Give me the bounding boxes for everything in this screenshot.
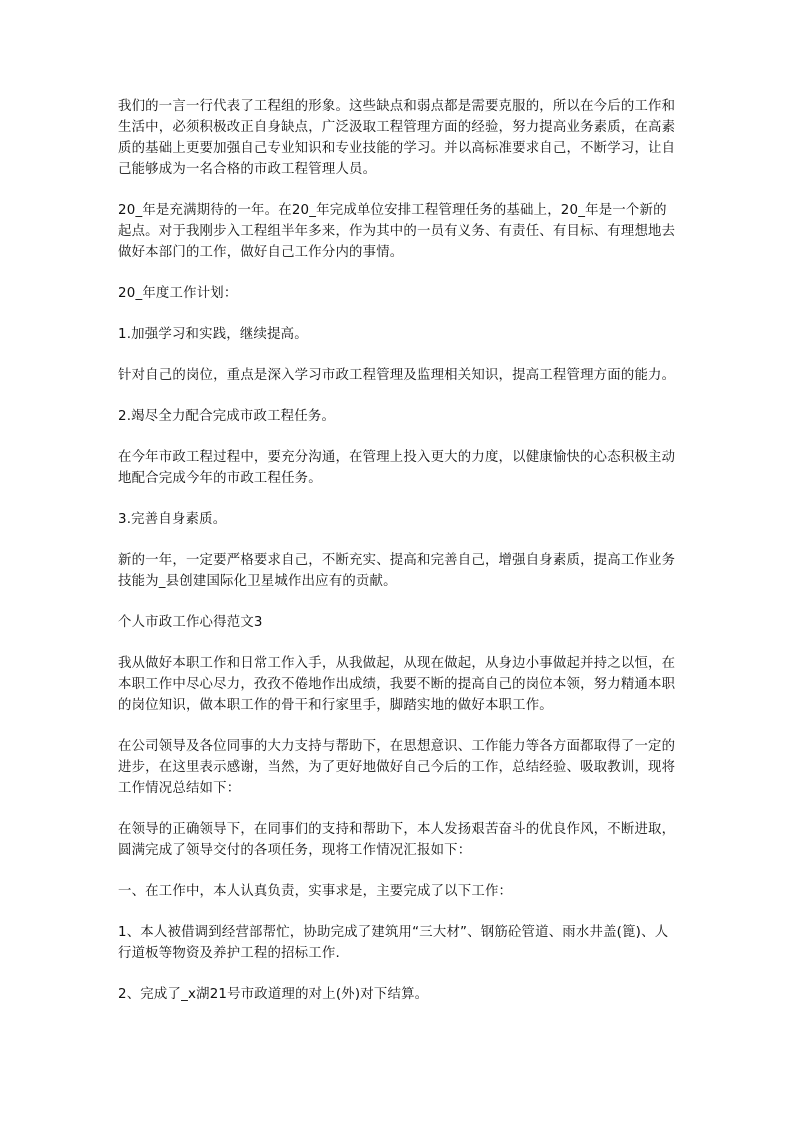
- list-item-1: 1、本人被借调到经营部帮忙，协助完成了建筑用“三大材”、钢筋砼管道、雨水井盖(篦)、人行道板等物资及养护工程的招标工作.: [118, 925, 669, 961]
- list-item-2: 2、完成了_x湖21号市政道理的对上(外)对下结算。: [118, 987, 429, 1002]
- paragraph-work-image: 我们的一言一行代表了工程组的形象。这些缺点和弱点都是需要克服的，所以在今后的工作和生活中，必须积极改正自身缺点，广泛汲取工程管理方面的经验，努力提高业务素质，在高素质的基础上更要加强自己专业知识和专业技能的学习。并以高标准要求自己，不断学习，让自己能够成为一名合格的市政工程管理人员。: [118, 99, 676, 177]
- paragraph-year-expectation: 20_年是充满期待的一年。在20_年完成单位安排工程管理任务的基础上，20_年是一个新的起点。对于我刚步入工程组半年多来，作为其中的一员有义务、有责任、有目标、有理想地去做好本部门的工作，做好自己工作分内的事情。: [118, 203, 676, 260]
- plan-item-1-detail: 针对自己的岗位，重点是深入学习市政工程管理及监理相关知识，提高工程管理方面的能力。: [118, 368, 676, 383]
- heading-section-one: 一、在工作中，本人认真负责，实事求是，主要完成了以下工作：: [118, 884, 513, 899]
- paragraph-job-duty: 我从做好本职工作和日常工作入手，从我做起，从现在做起，从身边小事做起并持之以恒，在本职工作中尽心尽力，孜孜不倦地作出成绩，我要不断的提高自己的岗位本领，努力精通本职的岗位知识，做本职工作的骨干和行家里手，脚踏实地的做好本职工作。: [118, 656, 676, 713]
- paragraph-thanks-summary: 在公司领导及各位同事的大力支持与帮助下，在思想意识、工作能力等各方面都取得了一定的进步，在这里表示感谢，当然，为了更好地做好自己今后的工作，总结经验、吸取教训，现将工作情况总结如下：: [118, 739, 676, 796]
- plan-item-3-detail: 新的一年，一定要严格要求自己，不断充实、提高和完善自己，增强自身素质，提高工作业务技能为_县创建国际化卫星城作出应有的贡献。: [118, 553, 676, 589]
- plan-item-2-title: 2.竭尽全力配合完成市政工程任务。: [118, 409, 336, 424]
- plan-item-1-title: 1.加强学习和实践，继续提高。: [118, 327, 308, 342]
- document-body: [118, 96, 678, 1025]
- plan-item-3-title: 3.完善自身素质。: [118, 512, 227, 527]
- section-title-sample-3: 个人市政工作心得范文3: [118, 615, 263, 630]
- paragraph-leadership: 在领导的正确领导下，在同事们的支持和帮助下，本人发扬艰苦奋斗的优良作风，不断进取，圆满完成了领导交付的各项任务，现将工作情况汇报如下：: [118, 822, 676, 858]
- plan-item-2-detail: 在今年市政工程过程中，要充分沟通，在管理上投入更大的力度，以健康愉快的心态积极主动地配合完成今年的市政工程任务。: [118, 450, 676, 486]
- heading-work-plan: 20_年度工作计划：: [118, 286, 238, 301]
